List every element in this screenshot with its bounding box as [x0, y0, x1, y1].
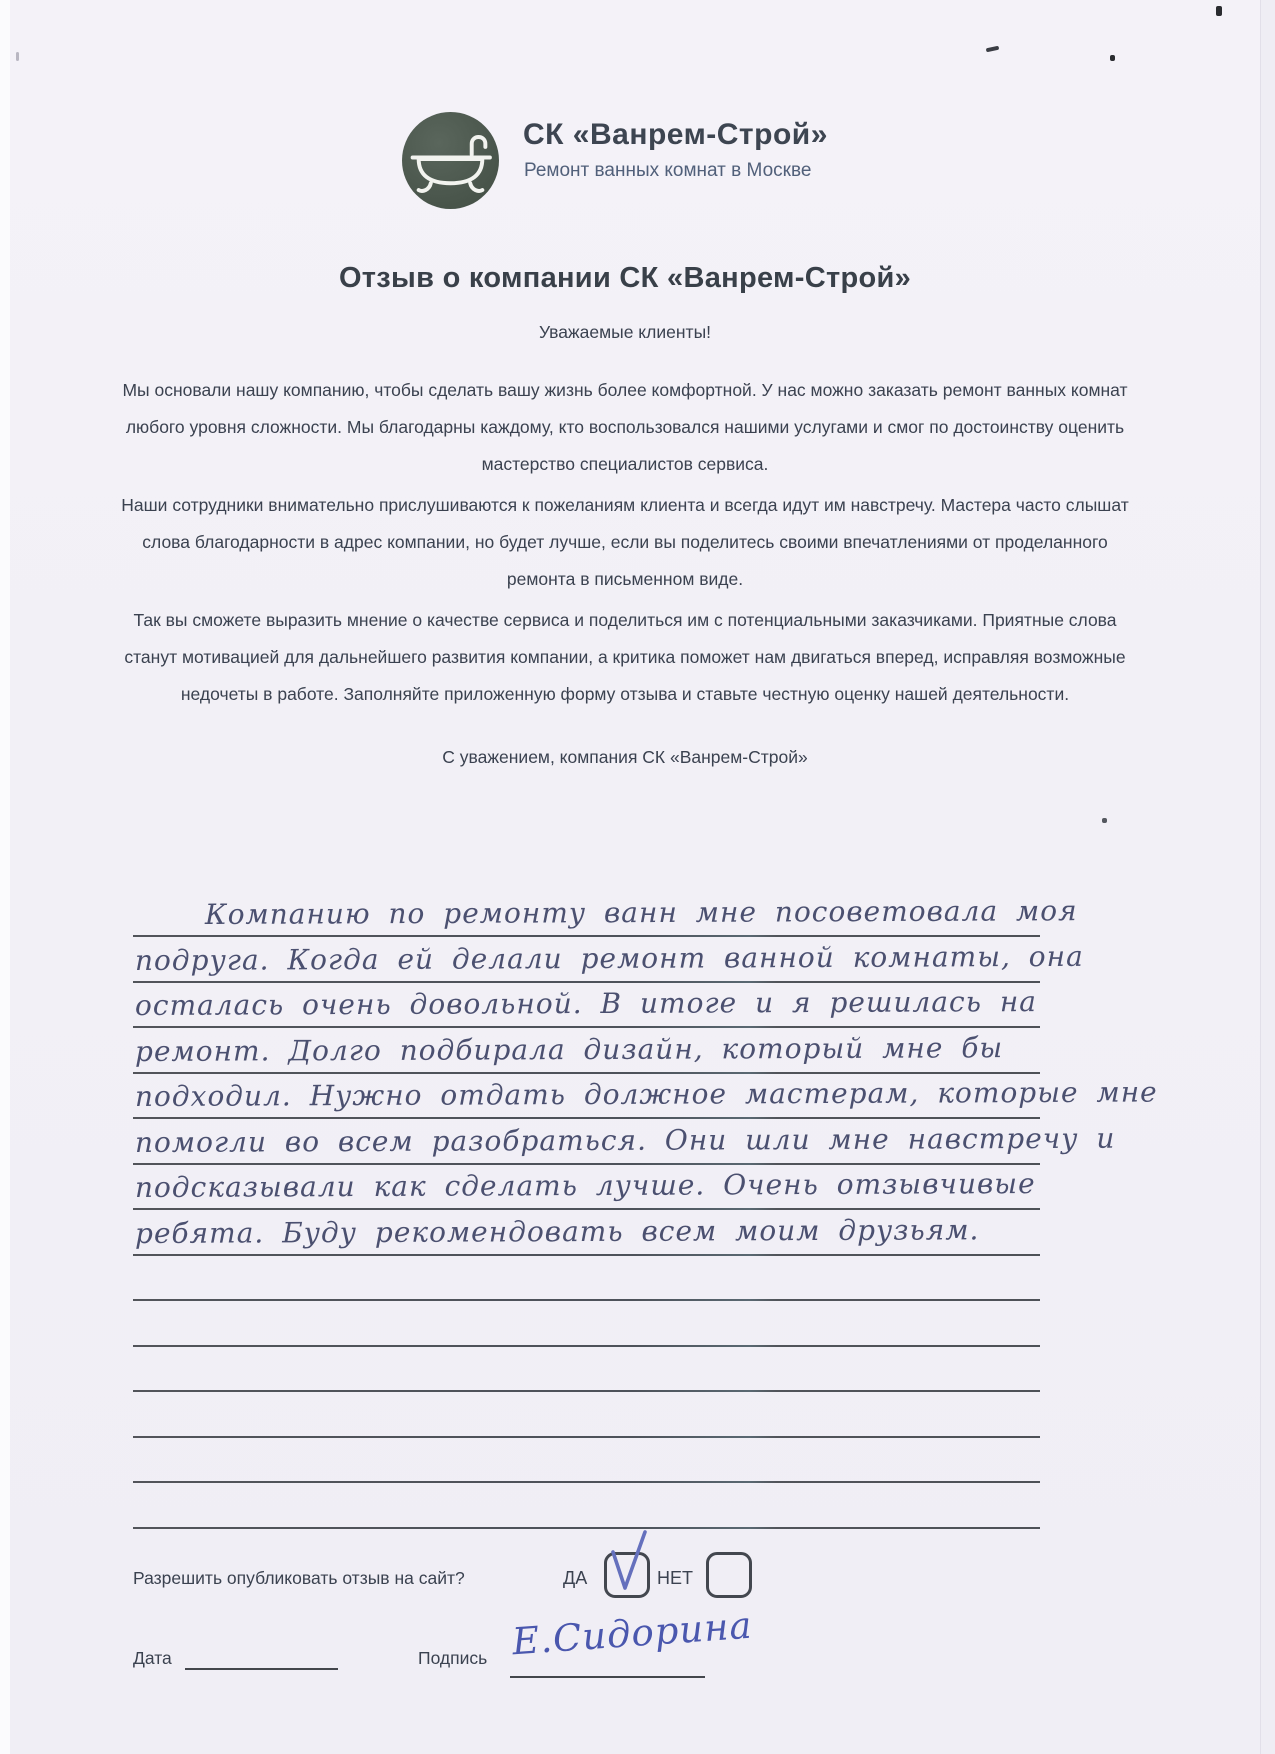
greeting: Уважаемые клиенты! [538, 322, 712, 342]
scan-left-edge [0, 0, 10, 1754]
handwritten-line: подходил. Нужно отдать должное мастерам, которые мне [134, 1075, 1158, 1113]
scan-speck [1216, 6, 1222, 16]
handwritten-line: осталась очень довольной. В итоге и я решилась на [134, 985, 1038, 1022]
handwritten-line: ребята. Буду рекомендовать всем моим друзьям. [134, 1213, 980, 1250]
page-title: Отзыв о компании СК «Ванрем-Строй» [338, 262, 912, 294]
ruled-line [133, 1117, 1040, 1119]
intro-paragraph-3: Так вы сможете выразить мнение о качестве сервиса и поделиться им с потенциальными заказчиками. Приятные слова станут мотивацией для дальнейшего развития компании, а критика поможет нам двигаться вперед, исправляя возможные недочеты в работе. Заполняйте приложенную форму отзыва и ставьте честную оценку нашей деятельности. [124, 610, 1126, 704]
ruled-line [133, 1345, 1040, 1347]
ruled-line [133, 1436, 1040, 1438]
company-logo [402, 112, 499, 209]
scan-speck [1102, 818, 1107, 823]
ruled-line [133, 1072, 1040, 1074]
ruled-line [133, 1527, 1040, 1529]
intro-paragraph-2: Наши сотрудники внимательно прислушиваются к пожеланиям клиента и всегда идут им навстречу. Мастера часто слышат слова благодарности в адрес компании, но будет лучше, если вы поделитесь своими впечатлениями от проделанного ремонта в письменном виде. [121, 495, 1129, 589]
signature-field-line [510, 1676, 705, 1678]
scan-right-edge [1260, 0, 1275, 1754]
scan-speck [1110, 55, 1115, 61]
handwritten-line: подсказывали как сделать лучше. Очень отзывчивые [134, 1167, 1036, 1204]
date-label: Дата [133, 1648, 172, 1668]
ruled-line [133, 1254, 1040, 1256]
signature-handwriting: Е.Сидорина [510, 1603, 754, 1664]
checkmark-icon [600, 1526, 654, 1598]
company-name: СК «Ванрем-Строй» [523, 118, 828, 151]
ruled-line [133, 1390, 1040, 1392]
scan-speck [986, 46, 1000, 53]
yes-label: ДА [563, 1568, 588, 1588]
ruled-line [133, 1299, 1040, 1301]
handwritten-line: Компанию по ремонту ванн мне посоветовала моя [204, 894, 1078, 931]
signature-label: Подпись [418, 1648, 488, 1668]
handwritten-line: помогли во всем разобраться. Они шли мне навстречу и [134, 1121, 1116, 1159]
scan-speck [16, 52, 19, 61]
ruled-line [133, 1026, 1040, 1028]
ruled-line [133, 935, 1040, 937]
handwritten-line: подруга. Когда ей делали ремонт ванной комнаты, она [134, 939, 1084, 977]
closing-line: С уважением, компания СК «Ванрем-Строй» [442, 747, 808, 767]
company-tagline: Ремонт ванных комнат в Москве [524, 160, 812, 181]
date-field-line[interactable] [185, 1668, 338, 1670]
ruled-line [133, 981, 1040, 983]
intro-paragraph-1: Мы основали нашу компанию, чтобы сделать вашу жизнь более комфортной. У нас можно заказать ремонт ванных комнат любого уровня сложности. Мы благодарны каждому, кто воспользовался нашими услугами и смог по достоинству оценить мастерство специалистов сервиса. [122, 380, 1128, 474]
handwritten-line: ремонт. Долго подбирала дизайн, который мне бы [134, 1031, 1004, 1068]
no-label: НЕТ [657, 1568, 693, 1588]
ruled-line [133, 1208, 1040, 1210]
ruled-line [133, 1163, 1040, 1165]
publish-question: Разрешить опубликовать отзыв на сайт? [133, 1568, 465, 1588]
no-checkbox[interactable] [706, 1552, 752, 1598]
ruled-line [133, 1481, 1040, 1483]
